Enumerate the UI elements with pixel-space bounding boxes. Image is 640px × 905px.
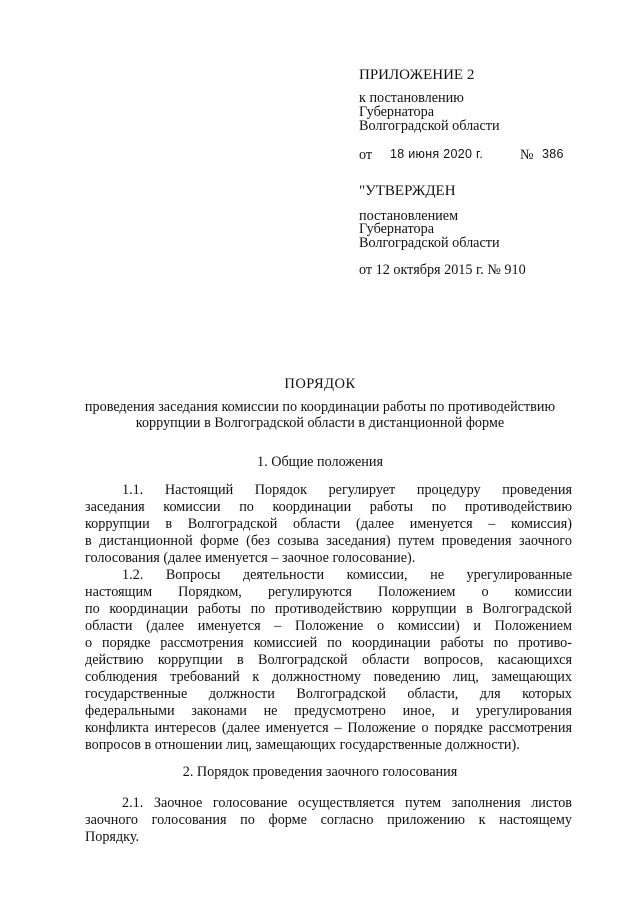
- approved-date-line: от 12 октября 2015 г. № 910: [359, 262, 526, 278]
- paragraph-2-1-line: Порядку.: [85, 829, 140, 845]
- document-title: ПОРЯДОК: [284, 376, 356, 392]
- paragraph-1-2-line: по координации работы по противодействию коррупции в Волгоградской: [85, 601, 572, 617]
- to-resolution-text: к постановлению: [359, 90, 464, 106]
- paragraph-1-1-line: в дистанционной форме (без созыва заседания) путем проведения заочного: [85, 533, 572, 549]
- section2-heading: 2. Порядок проведения заочного голосования: [182, 764, 458, 780]
- governor-text: Губернатора: [359, 104, 435, 120]
- paragraph-1-2-line: о порядке рассмотрения комиссией по координации работы по противо-: [85, 635, 572, 651]
- number-prefix: №: [520, 147, 534, 163]
- section1-heading: 1. Общие положения: [257, 454, 383, 470]
- paragraph-1-2-line: соблюдения требований к должностному поведению лиц, замещающих: [85, 669, 572, 685]
- paragraph-1-1-line: коррупции в Волгоградской области (далее именуется – комиссия): [85, 516, 572, 532]
- date-prefix: от: [359, 147, 373, 163]
- paragraph-1-2-line: конфликта интересов (далее именуется – Положение о порядке рассмотрения: [85, 720, 572, 736]
- paragraph-1-2-line: вопросов в отношении лиц, замещающих государственные должности).: [85, 737, 520, 753]
- document-subtitle-line1: проведения заседания комиссии по координации работы по противодействию: [84, 399, 556, 415]
- paragraph-1-1-line: 1.1. Настоящий Порядок регулирует процедуру проведения: [122, 482, 572, 498]
- paragraph-1-1-line: заседания комиссии по координации работы по противодействию: [85, 499, 572, 515]
- region-text: Волгоградской области: [359, 118, 500, 134]
- paragraph-1-1-line: голосования (далее именуется – заочное голосование).: [85, 550, 416, 566]
- paragraph-1-2-line: 1.2. Вопросы деятельности комиссии, не урегулированные: [122, 567, 572, 583]
- resolution-date: 18 июня 2020 г.: [390, 147, 484, 161]
- paragraph-1-2-line: области (далее именуется – Положение о комиссии) и Положением: [85, 618, 572, 634]
- approved-by-resolution: постановлением: [359, 208, 459, 224]
- paragraph-1-2-line: федеральными законами не предусмотрено иное, и урегулирования: [85, 703, 572, 719]
- resolution-number: 386: [542, 147, 564, 161]
- document-subtitle-line2: коррупции в Волгоградской области в дистанционной форме: [135, 415, 505, 431]
- approved-region: Волгоградской области: [359, 235, 500, 251]
- paragraph-2-1-line: 2.1. Заочное голосование осуществляется путем заполнения листов: [122, 795, 572, 811]
- approved-governor: Губернатора: [359, 221, 435, 237]
- paragraph-2-1-line: заочного голосования по форме согласно приложению к настоящему: [85, 812, 572, 828]
- paragraph-1-2-line: действию коррупции в Волгоградской области вопросов, касающихся: [85, 652, 572, 668]
- appendix-label: ПРИЛОЖЕНИЕ 2: [359, 67, 475, 83]
- paragraph-1-2-line: государственные должности Волгоградской области, для которых: [85, 686, 572, 702]
- paragraph-1-2-line: настоящим Порядком, регулируются Положением о комиссии: [85, 584, 572, 600]
- approved-label: "УТВЕРЖДЕН: [359, 183, 456, 199]
